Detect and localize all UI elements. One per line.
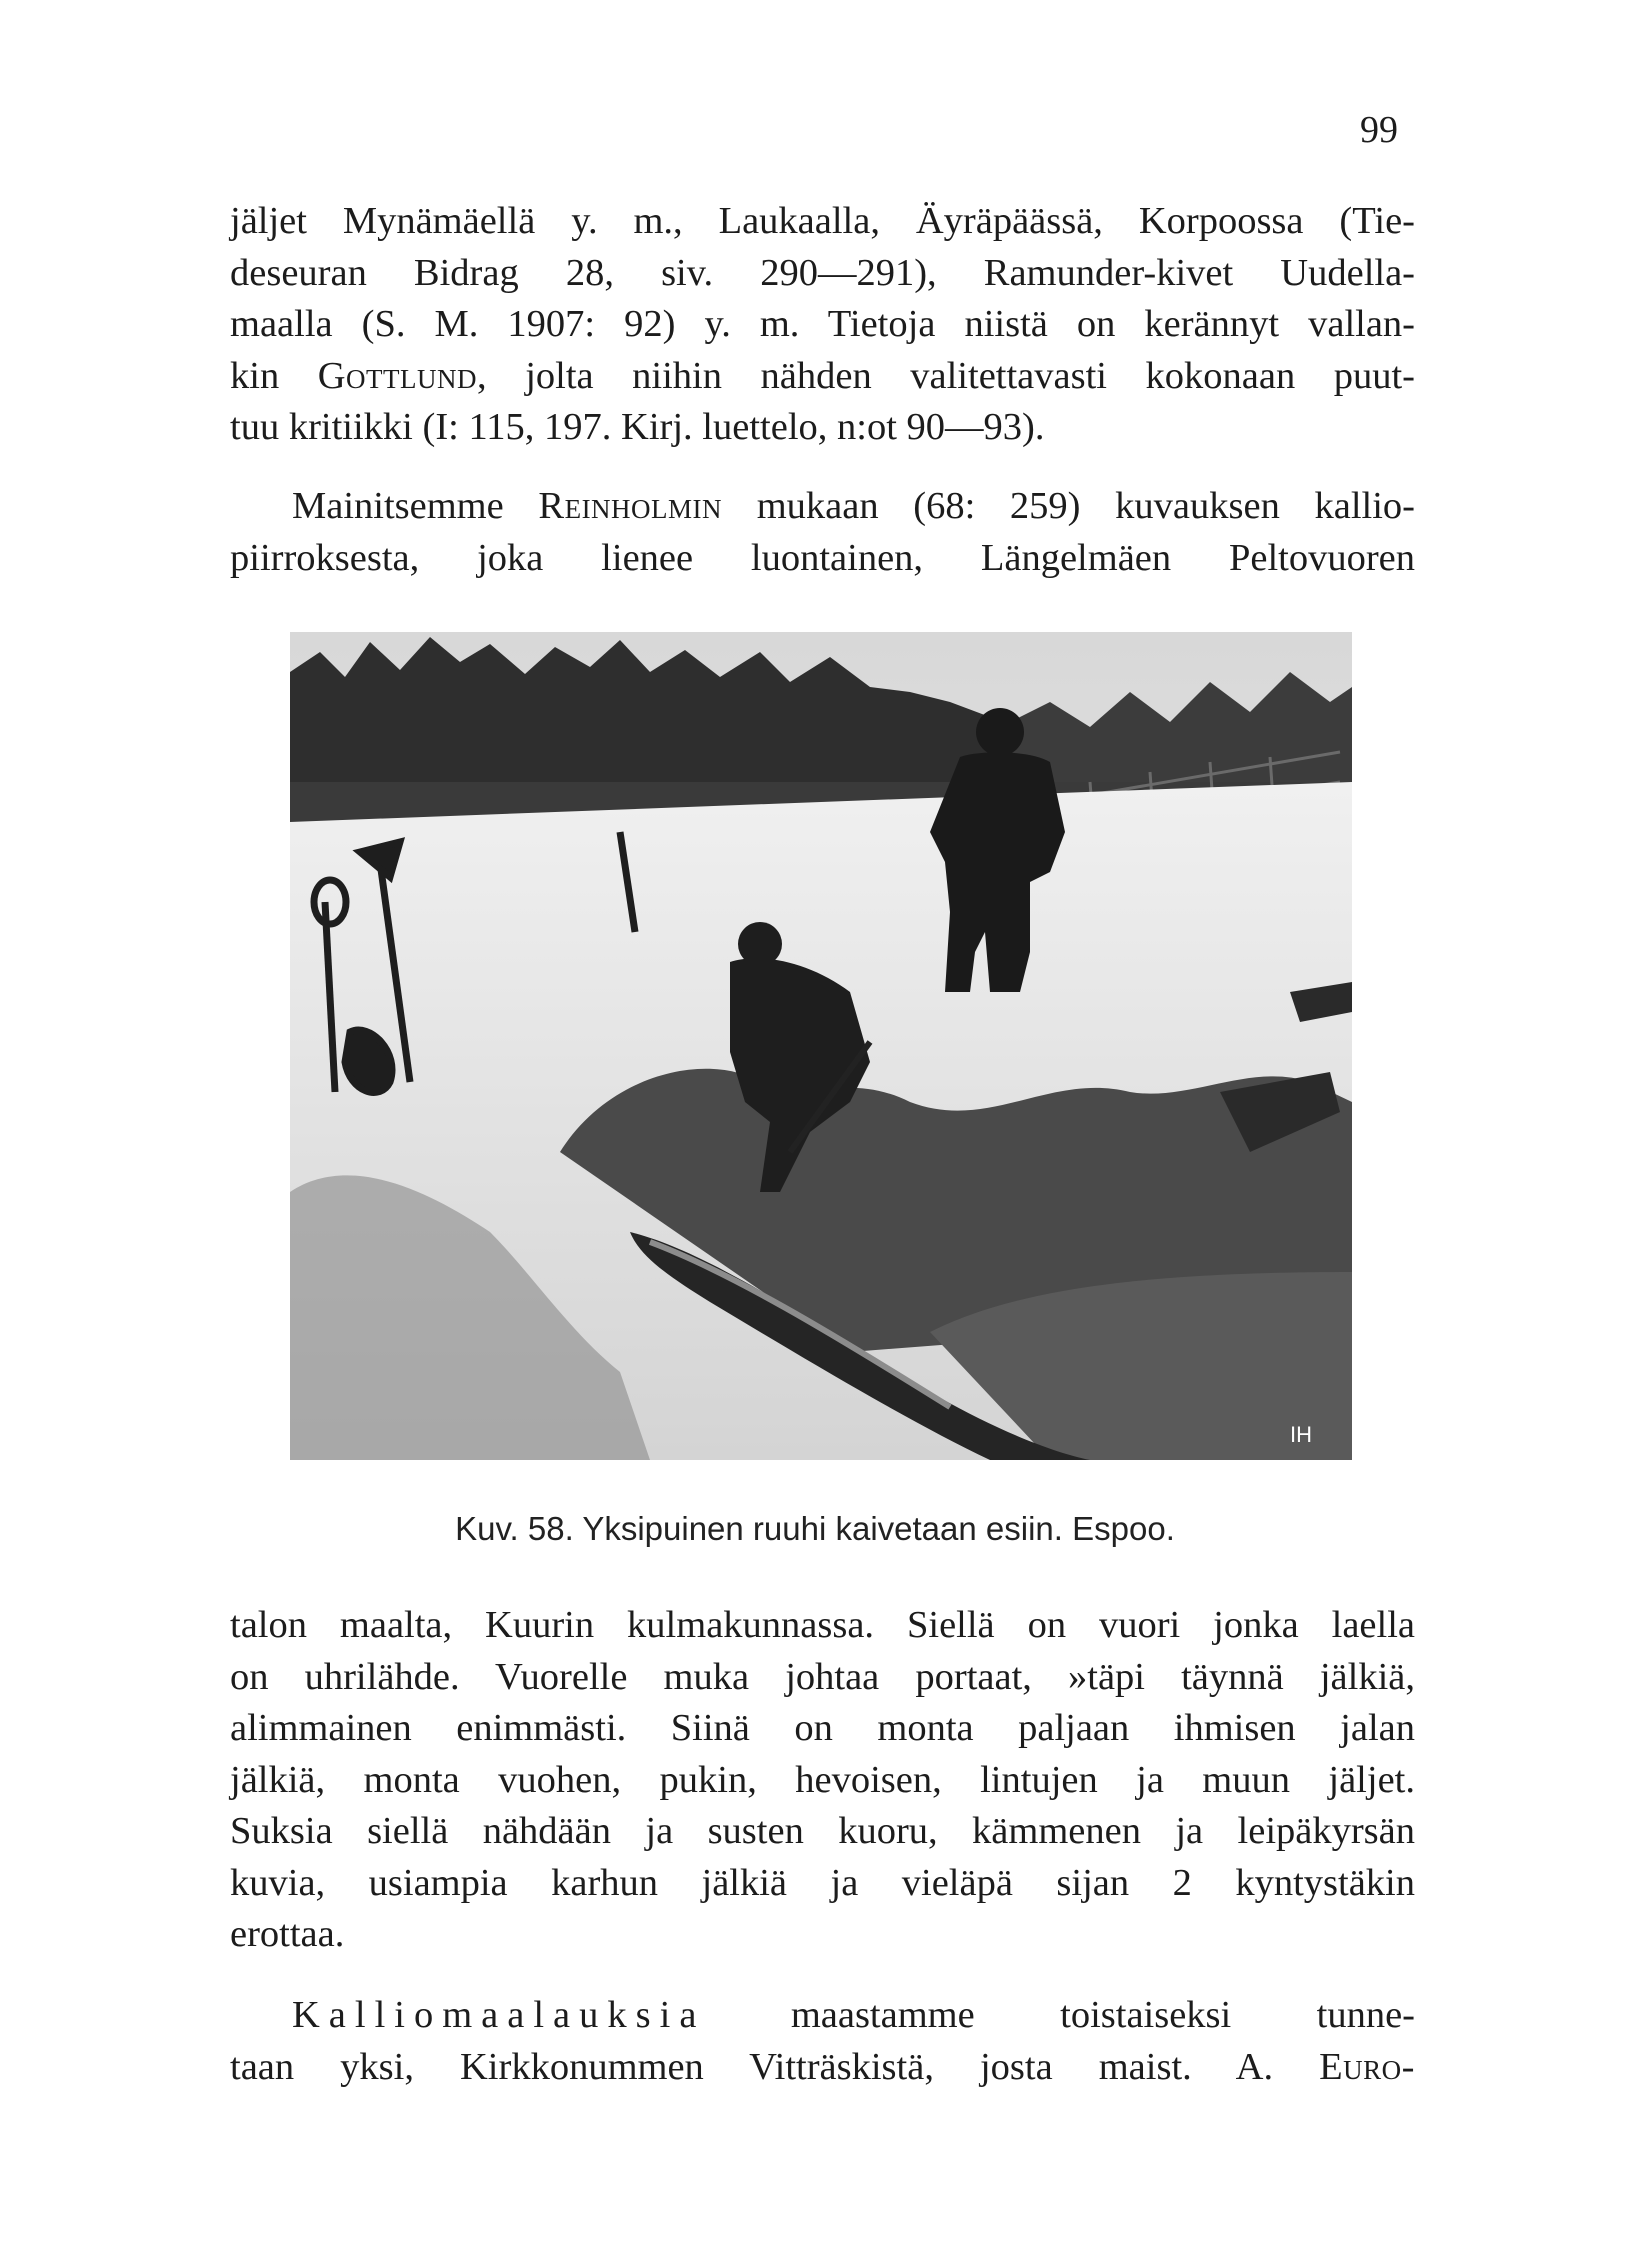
text-run: Mainitsemme — [292, 485, 539, 527]
text-line: jäljet Mynämäellä y. m., Laukaalla, Äyräpäässä, Korpoossa (Tie- — [230, 200, 1415, 242]
paragraph-1 — [230, 196, 1415, 454]
photograph — [290, 632, 1352, 1460]
text-run: , jolta niihin nähden valitettavasti kokonaan puut- — [477, 354, 1415, 397]
author-name: Gottlund — [317, 354, 478, 397]
paragraph-3 — [230, 1600, 1415, 1961]
paragraph-4 — [230, 1990, 1415, 2093]
text-line — [230, 351, 1415, 403]
text-line — [230, 481, 1415, 533]
text-line: piirroksesta, joka lienee luontainen, Längelmäen Peltovuoren — [230, 536, 1415, 579]
text-run: mukaan (68: 259) kuvauksen kallio- — [722, 485, 1415, 527]
text-run: taan yksi, Kirkkonummen Vitträskistä, josta maist. A. — [230, 2045, 1320, 2088]
author-name: Euro- — [1319, 2045, 1415, 2088]
text-line: deseuran Bidrag 28, siv. 290—291), Ramunder-kivet Uudella- — [230, 251, 1415, 294]
text-line: maalla (S. M. 1907: 92) y. m. Tietoja niistä on kerännyt vallan- — [230, 303, 1415, 345]
text-line — [230, 1990, 1415, 2042]
text-line — [230, 2042, 1415, 2094]
text-line: jälkiä, monta vuohen, pukin, hevoisen, lintujen ja muun jäljet. — [230, 1758, 1415, 1801]
text-line: kuvia, usiampia karhun jälkiä ja vieläpä sijan 2 kyntystäkin — [230, 1861, 1415, 1904]
text-run: maastamme toistaiseksi tunne- — [790, 1994, 1415, 2036]
text-line: on uhrilähde. Vuorelle muka johtaa portaat, »täpi täynnä jälkiä, — [230, 1655, 1415, 1698]
page-number: 99 — [1360, 109, 1398, 151]
text-line: Suksia siellä nähdään ja susten kuoru, kämmenen ja leipäkyrsän — [230, 1810, 1415, 1852]
photo-corner-mark: IH — [1290, 1422, 1312, 1447]
author-name: Reinholmin — [538, 485, 723, 527]
text-run: kin — [230, 354, 318, 397]
text-line: talon maalta, Kuurin kulmakunnassa. Siellä on vuori jonka laella — [230, 1604, 1415, 1646]
text-line: alimmainen enimmästi. Siinä on monta paljaan ihmisen jalan — [230, 1707, 1415, 1749]
figure-caption: Kuv. 58. Yksipuinen ruuhi kaivetaan esiin. Espoo. — [455, 1510, 1175, 1547]
spaced-term: Kalliomaalauksia — [292, 1994, 706, 2036]
text-line: erottaa. — [230, 1913, 345, 1955]
text-line: tuu kritiikki (I: 115, 197. Kirj. luettelo, n:ot 90—93). — [230, 406, 1045, 448]
paragraph-2 — [230, 481, 1415, 584]
